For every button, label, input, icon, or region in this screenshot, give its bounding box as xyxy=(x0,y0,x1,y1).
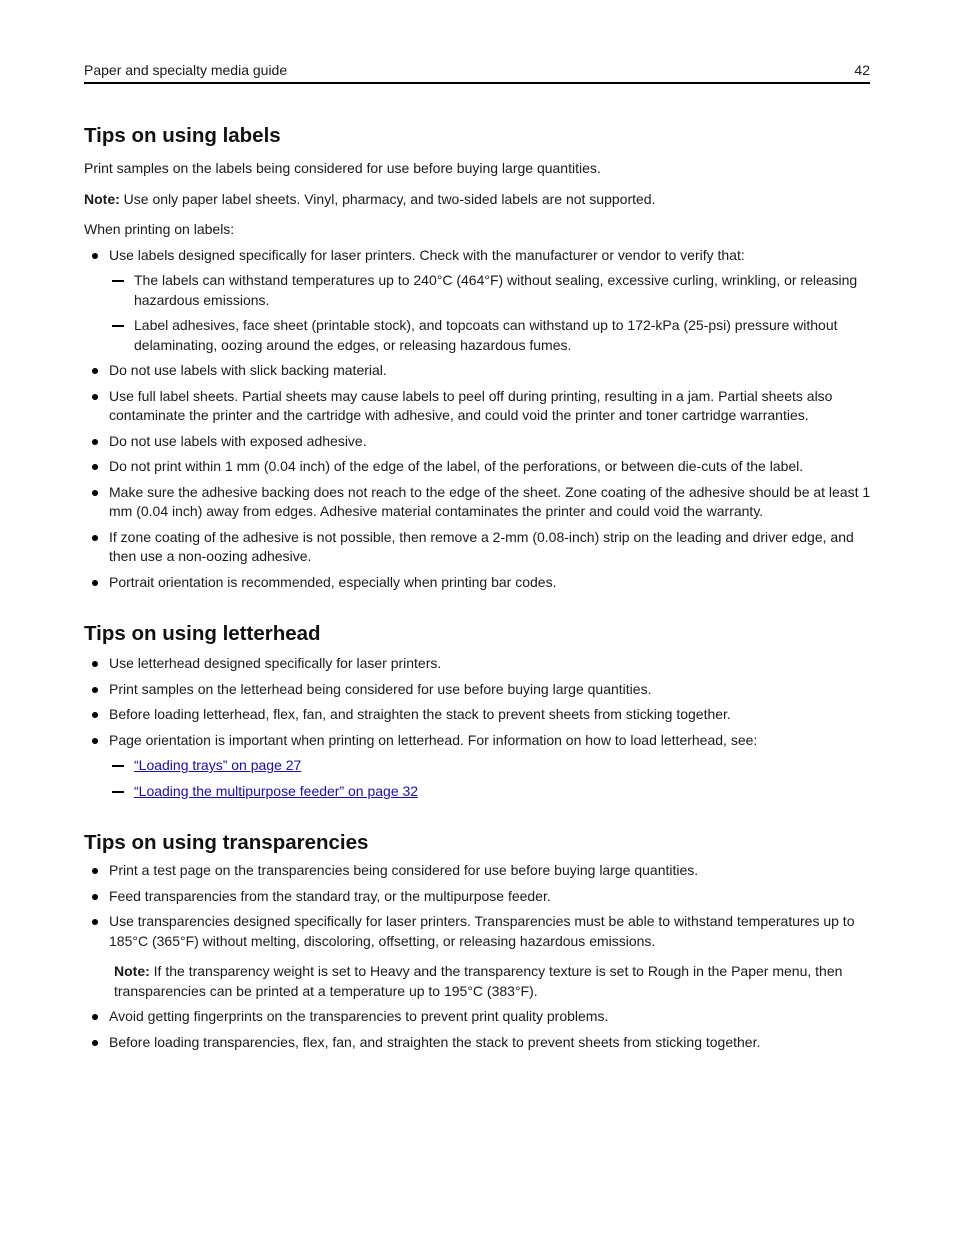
page-number: 42 xyxy=(854,62,870,78)
list-item: Use full label sheets. Partial sheets may cause labels to peel off during printing, resulting in a jam. Partial sheets also contaminate the printer and the cartridge with adhesive, and could void the printer and toner cartridge warranties. xyxy=(84,387,874,426)
page-header xyxy=(84,60,870,84)
list-item xyxy=(84,912,874,951)
note-label: Note: xyxy=(84,190,120,207)
note-text: If the transparency weight is set to Heavy and the transparency texture is set to Rough in the Paper menu, then transparencies can be printed at a temperature up to 195°C (383°F). xyxy=(114,963,843,999)
transparencies-list xyxy=(84,861,874,951)
letterhead-list xyxy=(84,654,874,801)
document-title: Paper and specialty media guide xyxy=(84,62,288,78)
list-item-text: Use labels designed specifically for laser printers. Check with the manufacturer or vendor to verify that: xyxy=(109,246,745,263)
list-item: Use letterhead designed specifically for laser printers. xyxy=(84,654,874,674)
letterhead-links xyxy=(109,756,874,801)
labels-heading: Tips on using labels xyxy=(84,124,281,147)
list-item: Do not print within 1 mm (0.04 inch) of the edge of the label, of the perforations, or between die‑cuts of the label. xyxy=(84,457,874,477)
sub-list-item: Label adhesives, face sheet (printable stock), and topcoats can withstand up to 172‑kPa (25‑psi) pressure without delaminating, oozing around the edges, or releasing hazardous fumes. xyxy=(109,316,874,355)
transparencies-list-continued xyxy=(84,1007,874,1052)
labels-lead: When printing on labels: xyxy=(84,221,235,237)
list-item: Print samples on the letterhead being considered for use before buying large quantities. xyxy=(84,680,874,700)
sub-list-item xyxy=(109,782,874,802)
list-item: Before loading letterhead, flex, fan, and straighten the stack to prevent sheets from sticking together. xyxy=(84,705,874,725)
transparencies-note xyxy=(84,962,874,1001)
note-label: Note: xyxy=(114,963,150,979)
list-item: Print a test page on the transparencies being considered for use before buying large quantities. xyxy=(84,861,874,881)
list-item: Make sure the adhesive backing does not reach to the edge of the sheet. Zone coating of the adhesive should be at least 1 mm (0.04 inch) away from edges. Adhesive material contaminates the printer and could void the warranty. xyxy=(84,483,874,522)
list-item-text: Page orientation is important when printing on letterhead. For information on how to load letterhead, see: xyxy=(109,731,758,748)
list-item: Do not use labels with exposed adhesive. xyxy=(84,432,874,452)
note-text: Use only paper label sheets. Vinyl, pharmacy, and two-sided labels are not supported. xyxy=(119,190,656,207)
labels-intro: Print samples on the labels being considered for use before buying large quantities. xyxy=(84,160,601,176)
sub-list-item xyxy=(109,756,874,776)
loading-trays-link[interactable]: “Loading trays” on page 27 xyxy=(134,757,302,773)
list-item-text: Use transparencies designed specifically for laser printers. Transparencies must be able to withstand temperatures up to 185°C (365°F) without melting, discoloring, offsetting, or releasing hazardous emissions. xyxy=(109,913,855,949)
sub-list-item: The labels can withstand temperatures up to 240°C (464°F) without sealing, excessive curling, wrinkling, or releasing hazardous emissions. xyxy=(109,271,874,310)
list-item: Portrait orientation is recommended, especially when printing bar codes. xyxy=(84,573,874,593)
list-item xyxy=(84,246,874,356)
transparencies-heading: Tips on using transparencies xyxy=(84,831,369,854)
page-content xyxy=(84,122,874,1052)
list-item: If zone coating of the adhesive is not possible, then remove a 2‑mm (0.08‑inch) strip on the leading and driver edge, and then use a non‑oozing adhesive. xyxy=(84,528,874,567)
letterhead-heading: Tips on using letterhead xyxy=(84,622,321,645)
labels-note xyxy=(84,190,874,210)
list-item: Before loading transparencies, flex, fan, and straighten the stack to prevent sheets from sticking together. xyxy=(84,1033,874,1053)
labels-list xyxy=(84,246,874,593)
loading-multipurpose-feeder-link[interactable]: “Loading the multipurpose feeder” on page 32 xyxy=(134,782,419,799)
list-item: Do not use labels with slick backing material. xyxy=(84,361,874,381)
list-item: Avoid getting fingerprints on the transparencies to prevent print quality problems. xyxy=(84,1007,874,1027)
list-item: Feed transparencies from the standard tray, or the multipurpose feeder. xyxy=(84,887,874,907)
list-item xyxy=(84,731,874,802)
labels-sublist xyxy=(109,271,874,355)
